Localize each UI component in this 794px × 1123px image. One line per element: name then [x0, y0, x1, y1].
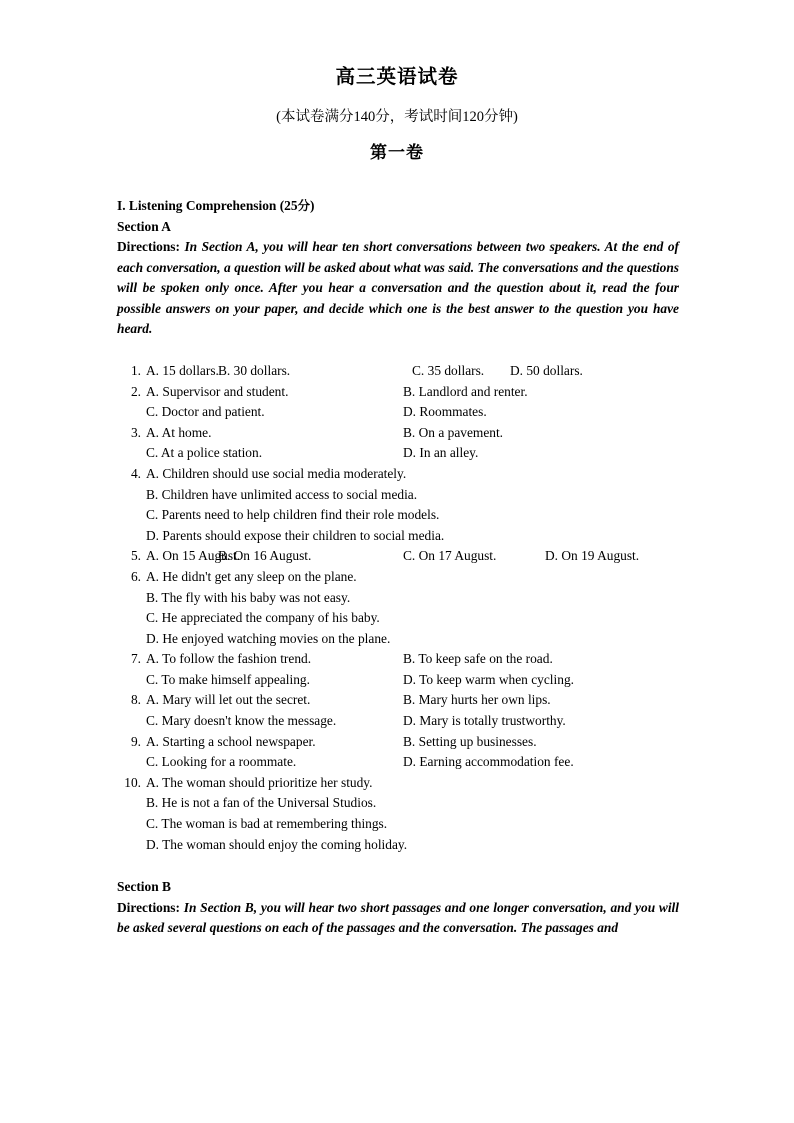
part-one-heading: 第一卷 [370, 143, 424, 162]
option-a[interactable]: A. Children should use social media moderately. [146, 465, 407, 481]
listening-heading-cjk: 分 [297, 198, 310, 213]
option-b[interactable]: B. On a pavement. [403, 424, 504, 440]
option-b[interactable]: B. The fly with his baby was not easy. [146, 589, 351, 605]
option-d[interactable]: D. He enjoyed watching movies on the plane. [146, 630, 391, 646]
question-row-cont [117, 588, 679, 609]
question-number: 10. [124, 774, 141, 790]
option-d[interactable]: D. The woman should enjoy the coming holiday. [146, 836, 408, 852]
question-row [117, 546, 679, 567]
option-c[interactable]: C. Doctor and patient. [146, 404, 265, 420]
question-row-cont [117, 670, 679, 691]
option-d[interactable]: D. Mary is totally trustworthy. [403, 713, 566, 729]
option-c[interactable]: C. To make himself appealing. [146, 671, 310, 687]
option-b[interactable]: B. Children have unlimited access to social media. [146, 486, 418, 502]
option-d[interactable]: D. On 19 August. [545, 548, 640, 564]
option-d[interactable]: D. To keep warm when cycling. [403, 671, 574, 687]
option-a[interactable]: A. At home. [146, 424, 212, 440]
option-c[interactable]: C. He appreciated the company of his baby. [146, 610, 380, 626]
option-c[interactable]: C. The woman is bad at remembering things. [146, 816, 388, 832]
option-c[interactable]: C. Looking for a roommate. [146, 754, 297, 770]
question-row [117, 361, 679, 382]
section-a-directions [117, 237, 679, 340]
option-c[interactable]: C. At a police station. [146, 445, 263, 461]
question-row-cont [117, 526, 679, 547]
question-row-cont [117, 608, 679, 629]
option-b[interactable]: B. On 16 August. [218, 548, 312, 564]
question-number: 3. [130, 424, 141, 440]
question-number: 8. [130, 692, 141, 708]
question-row-cont [117, 443, 679, 464]
option-c[interactable]: C. Parents need to help children find their role models. [146, 507, 440, 523]
option-a[interactable]: A. 15 dollars. [146, 362, 219, 378]
option-d[interactable]: D. Roommates. [403, 404, 487, 420]
section-b-label: Section B [117, 879, 171, 895]
section-a-directions-body: In Section A, you will hear ten short conversations between two speakers. At the end of each conversation, a question will be asked about what was said. The conversations and the questions will be spoken only once. After you hear a conversation and the question about it, read the four possible answers on your paper, and decide which one is the best answer to the question you have heard. [117, 239, 679, 337]
question-row [117, 732, 679, 753]
option-d[interactable]: D. Earning accommodation fee. [403, 754, 574, 770]
section-a-directions-lead: Directions: [117, 239, 180, 254]
option-d[interactable]: D. 50 dollars. [510, 362, 583, 378]
option-b[interactable]: B. To keep safe on the road. [403, 651, 553, 667]
question-number: 7. [130, 651, 141, 667]
question-row-cont [117, 814, 679, 835]
question-row-cont [117, 711, 679, 732]
question-row [117, 567, 679, 588]
exam-meta-line: (本试卷满分140分，考试时间120分钟) [276, 109, 518, 125]
question-number: 2. [130, 383, 141, 399]
option-b[interactable]: B. He is not a fan of the Universal Studios. [146, 795, 377, 811]
listening-comprehension-heading [117, 196, 679, 217]
question-number: 1. [130, 362, 141, 378]
option-c[interactable]: C. On 17 August. [403, 548, 497, 564]
option-a[interactable]: A. The woman should prioritize her study. [146, 774, 373, 790]
question-row-cont [117, 629, 679, 650]
question-row [117, 690, 679, 711]
option-b[interactable]: B. 30 dollars. [218, 362, 291, 378]
listening-heading-close: ) [309, 198, 315, 213]
section-b-directions [117, 898, 679, 939]
question-row-cont [117, 793, 679, 814]
section-b-directions-body: In Section B, you will hear two short passages and one longer conversation, and you will be asked several questions on each of the passages and the conversation. The passages and [117, 899, 679, 936]
section-b-block [117, 877, 679, 939]
option-d[interactable]: D. In an alley. [403, 445, 479, 461]
section-b-directions-lead: Directions: [117, 899, 180, 915]
listening-heading-text: I. Listening Comprehension (25 [117, 198, 298, 213]
option-a[interactable]: A. Supervisor and student. [146, 383, 289, 399]
question-number: 6. [130, 568, 141, 584]
question-row [117, 382, 679, 403]
question-row-cont [117, 505, 679, 526]
option-a[interactable]: A. He didn't get any sleep on the plane. [146, 568, 357, 584]
question-row [117, 464, 679, 485]
question-row-cont [117, 485, 679, 506]
option-b[interactable]: B. Setting up businesses. [403, 733, 537, 749]
question-row-cont [117, 752, 679, 773]
option-c[interactable]: C. Mary doesn't know the message. [146, 713, 337, 729]
question-row [117, 649, 679, 670]
option-c[interactable]: C. 35 dollars. [412, 362, 485, 378]
option-a[interactable]: A. Mary will let out the secret. [146, 692, 311, 708]
question-number: 5. [130, 548, 141, 564]
question-list [117, 361, 679, 855]
question-number: 4. [130, 465, 141, 481]
option-b[interactable]: B. Mary hurts her own lips. [403, 692, 551, 708]
option-d[interactable]: D. Parents should expose their children to social media. [146, 527, 445, 543]
option-a[interactable]: A. On 15 August. [146, 548, 241, 564]
question-row-cont [117, 402, 679, 423]
option-a[interactable]: A. Starting a school newspaper. [146, 733, 316, 749]
page-title: 高三英语试卷 [335, 67, 459, 88]
exam-body [117, 196, 679, 939]
option-a[interactable]: A. To follow the fashion trend. [146, 651, 312, 667]
question-row-cont [117, 835, 679, 856]
question-row [117, 773, 679, 794]
question-number: 9. [130, 733, 141, 749]
option-b[interactable]: B. Landlord and renter. [403, 383, 528, 399]
question-row [117, 423, 679, 444]
section-a-label: Section A [117, 218, 171, 234]
